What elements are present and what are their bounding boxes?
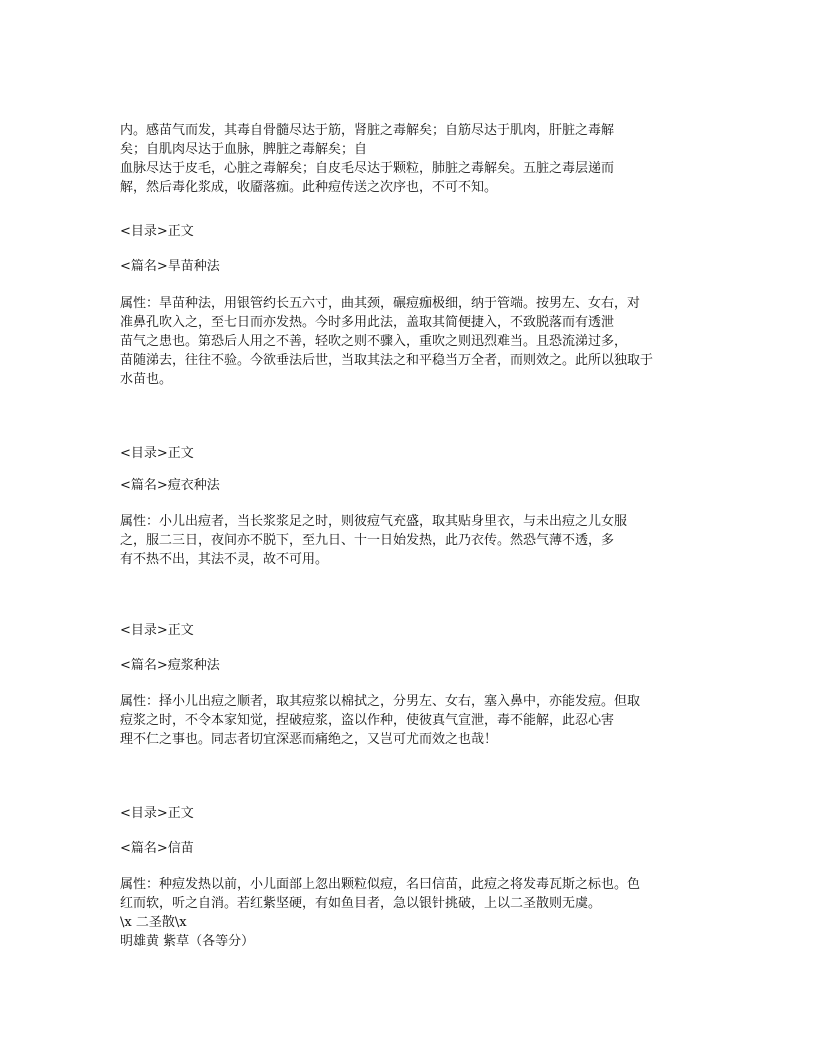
text-line: 内。感苗气而发，其毒自骨髓尽达于筋，肾脏之毒解矣；自筋尽达于肌肉，肝脏之毒解	[120, 123, 615, 138]
toc-label	[120, 444, 720, 463]
section-paragraph	[120, 692, 720, 749]
toc-text: <目录>正文	[120, 224, 194, 239]
section-title	[120, 476, 720, 495]
text-line: 水苗也。	[120, 372, 173, 387]
toc-text: <目录>正文	[120, 446, 194, 461]
text-line: 苗气之患也。第恐后人用之不善，轻吹之则不骤入，重吹之则迅烈难当。且恐流涕过多，	[120, 334, 628, 349]
toc-label	[120, 222, 720, 241]
section-title	[120, 656, 720, 675]
section-title	[120, 257, 720, 276]
text-line: 理不仁之事也。同志者切宜深恶而痛绝之，又岂可尤而效之也哉！	[120, 732, 498, 747]
text-line: 属性：小儿出痘者，当长浆浆足之时，则彼痘气充盛，取其贴身里衣，与未出痘之儿女服	[120, 514, 628, 529]
section-paragraph	[120, 294, 720, 389]
text-line: 属性：种痘发热以前，小儿面部上忽出颗粒似痘，名曰信苗，此痘之将发毒瓦斯之标也。色	[120, 877, 641, 892]
toc-text: <目录>正文	[120, 806, 194, 821]
text-line: 准鼻孔吹入之，至七日而亦发热。今时多用此法，盖取其简便捷入，不致脱落而有透泄	[120, 315, 615, 330]
section-title	[120, 839, 720, 858]
text-line: 血脉尽达于皮毛，心脏之毒解矣；自皮毛尽达于颗粒，肺脏之毒解矣。五脏之毒层递而	[120, 161, 615, 176]
text-line: 属性：择小儿出痘之顺者，取其痘浆以棉拭之，分男左、女右，塞入鼻中，亦能发痘。但取	[120, 694, 641, 709]
text-line: 解，然后毒化浆成，收靥落痂。此种痘传送之次序也，不可不知。	[120, 180, 498, 195]
text-line: 明雄黄 紫草（各等分）	[120, 934, 255, 949]
text-line: \x 二圣散\x	[120, 915, 187, 930]
intro-paragraph	[120, 121, 720, 197]
text-line: 有不热不出，其法不灵，故不可用。	[120, 552, 329, 567]
text-line: 矣；自肌肉尽达于血脉，脾脏之毒解矣；自	[120, 142, 368, 157]
toc-label	[120, 804, 720, 823]
text-line: 之，服二三日，夜间亦不脱下，至九日、十一日始发热，此乃衣传。然恐气薄不透，多	[120, 533, 615, 548]
section-paragraph	[120, 512, 720, 569]
text-line: 红而软，听之自消。若红紫坚硬，有如鱼目者，急以银针挑破，上以二圣散则无虞。	[120, 896, 602, 911]
title-text: <篇名>痘浆种法	[120, 658, 220, 673]
text-line: 苗随涕去，往往不验。今欲垂法后世，当取其法之和平稳当万全者，而则效之。此所以独取于	[120, 353, 654, 368]
text-line: 属性：旱苗种法，用银管约长五六寸，曲其颈，碾痘痂极细，纳于管端。按男左、女右，对	[120, 296, 641, 311]
section-paragraph	[120, 875, 720, 951]
title-text: <篇名>信苗	[120, 841, 194, 856]
text-line: 痘浆之时，不令本家知觉，捏破痘浆，盗以作种，使彼真气宣泄，毒不能解，此忍心害	[120, 713, 615, 728]
toc-label	[120, 621, 720, 640]
toc-text: <目录>正文	[120, 623, 194, 638]
title-text: <篇名>痘衣种法	[120, 478, 220, 493]
title-text: <篇名>旱苗种法	[120, 259, 220, 274]
